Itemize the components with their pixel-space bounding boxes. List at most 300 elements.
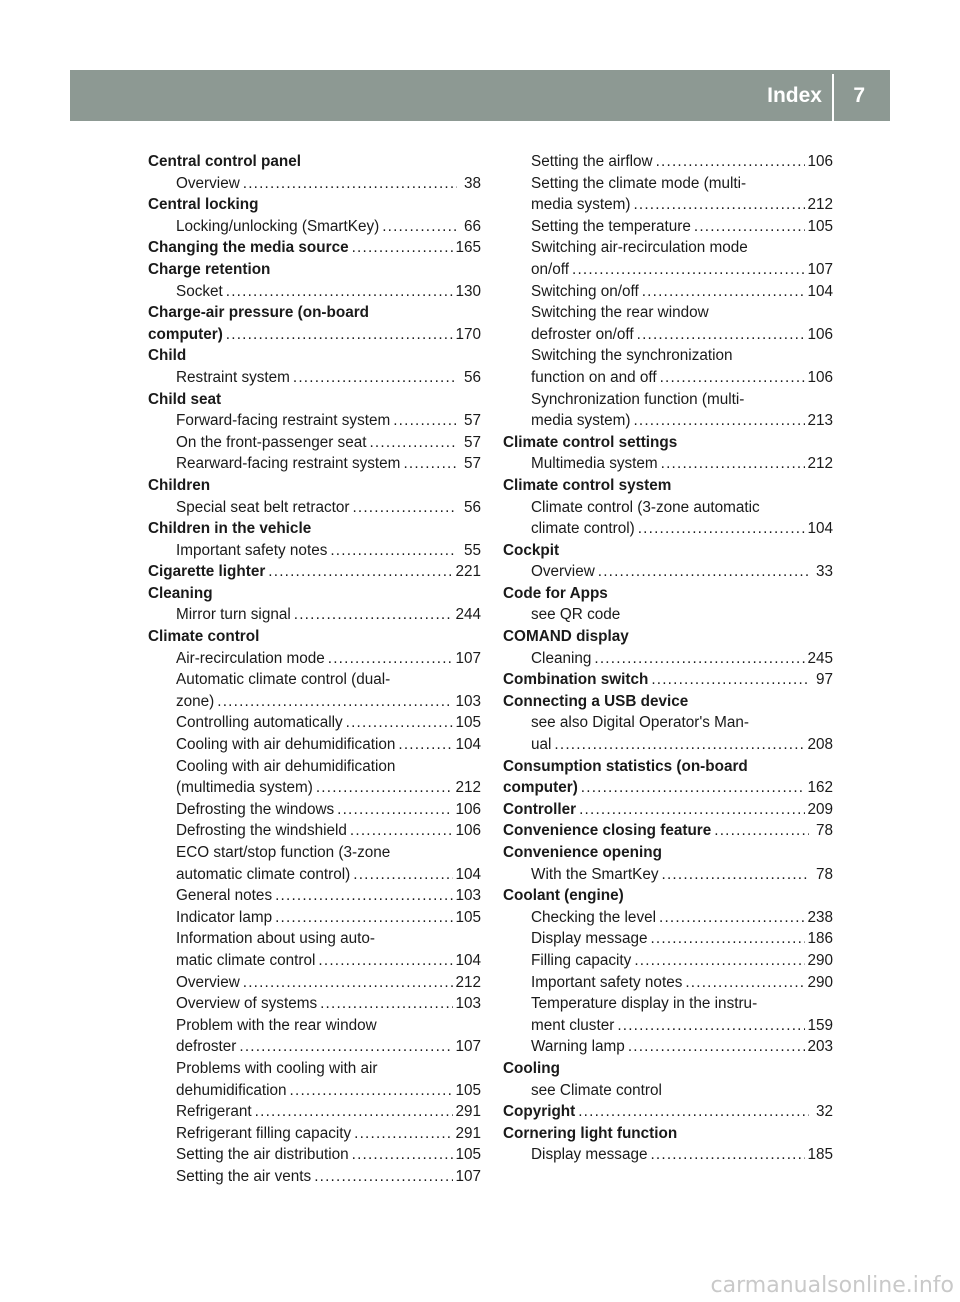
index-entry bbox=[503, 540, 833, 583]
index-heading-text: Child bbox=[148, 347, 187, 365]
index-subentry-line bbox=[148, 669, 481, 691]
index-subentry-line bbox=[503, 497, 833, 519]
dot-leader bbox=[226, 324, 454, 346]
index-subentry-text: Refrigerant bbox=[176, 1103, 252, 1121]
index-subentry-text: see also Digital Operator's Man- bbox=[531, 714, 750, 732]
index-entry bbox=[503, 583, 833, 626]
index-entry bbox=[148, 259, 481, 302]
page-ref: 107 bbox=[455, 1167, 481, 1185]
index-subentry-text: Controlling automatically bbox=[176, 714, 343, 732]
index-subentry-text: (multimedia system) bbox=[176, 779, 313, 797]
index-subentry-text: Cooling with air dehumidification bbox=[176, 757, 396, 775]
index-subentry-line bbox=[503, 1015, 833, 1037]
index-heading-text: Climate control system bbox=[503, 476, 672, 494]
page-ref: 104 bbox=[455, 951, 481, 969]
dot-leader bbox=[290, 1080, 454, 1102]
index-entry bbox=[148, 237, 481, 259]
index-heading-text: Convenience opening bbox=[503, 844, 662, 861]
index-heading-text: Charge retention bbox=[148, 260, 271, 278]
index-subentry-line bbox=[148, 777, 481, 799]
index-subentry-text: Automatic climate control (dual- bbox=[176, 671, 391, 689]
page-ref: 212 bbox=[807, 455, 833, 473]
index-subentry-line bbox=[148, 1015, 481, 1037]
page-ref: 97 bbox=[815, 671, 833, 689]
page-ref: 103 bbox=[455, 692, 481, 710]
index-subentry-line bbox=[148, 1101, 481, 1123]
index-subentry-text: Switching the synchronization bbox=[531, 347, 733, 365]
page-ref: 56 bbox=[463, 498, 481, 516]
index-subentry-line bbox=[148, 691, 481, 713]
dot-leader bbox=[642, 281, 806, 303]
dot-leader bbox=[650, 928, 805, 950]
index-subentry-line bbox=[148, 281, 481, 303]
index-subentry-line bbox=[148, 907, 481, 929]
index-entry bbox=[503, 669, 833, 691]
index-heading-line bbox=[148, 561, 481, 583]
page-ref: 106 bbox=[455, 800, 481, 818]
index-heading-line bbox=[148, 194, 481, 216]
index-subentry-text: Overview bbox=[531, 563, 595, 581]
index-subentry-text: media system) bbox=[531, 412, 631, 430]
dot-leader bbox=[330, 540, 457, 562]
index-subentry-text: Refrigerant filling capacity bbox=[176, 1124, 352, 1142]
index-subentry-line bbox=[503, 324, 833, 346]
index-subentry-text: Cleaning bbox=[531, 649, 592, 667]
page-ref: 105 bbox=[455, 714, 481, 732]
page-ref: 291 bbox=[455, 1103, 481, 1121]
dot-leader bbox=[661, 453, 806, 475]
index-subentry-text: On the front-passenger seat bbox=[176, 433, 367, 451]
index-subentry-line bbox=[148, 993, 481, 1015]
dot-leader bbox=[651, 669, 809, 691]
index-heading-line bbox=[503, 777, 833, 799]
page-ref: 104 bbox=[455, 865, 481, 883]
index-subentry-line bbox=[503, 864, 833, 886]
index-subentry-line bbox=[503, 648, 833, 670]
index-subentry-line bbox=[503, 281, 833, 303]
index-heading-line bbox=[503, 885, 833, 907]
page-ref: 32 bbox=[815, 1103, 833, 1121]
index-subentry-line bbox=[148, 756, 481, 778]
index-subentry-line bbox=[148, 885, 481, 907]
index-heading-line bbox=[503, 799, 833, 821]
index-subentry-text: Climate control (3-zone automatic bbox=[531, 498, 760, 516]
index-subentry-line bbox=[503, 216, 833, 238]
index-heading-text: Cornering light function bbox=[503, 1124, 678, 1142]
index-subentry-text: Checking the level bbox=[531, 908, 656, 926]
dot-leader bbox=[659, 907, 805, 929]
dot-leader bbox=[572, 259, 805, 281]
dot-leader bbox=[633, 410, 805, 432]
index-entry bbox=[503, 885, 833, 1058]
index-heading-text: Consumption statistics (on-board bbox=[503, 757, 748, 775]
index-heading-line bbox=[148, 389, 481, 411]
dot-leader bbox=[633, 194, 805, 216]
index-heading-text: Code for Apps bbox=[503, 584, 608, 602]
page-ref: 106 bbox=[455, 822, 481, 840]
dot-leader bbox=[316, 777, 454, 799]
index-subentry-line bbox=[503, 194, 833, 216]
index-entry bbox=[148, 518, 481, 561]
page-ref: 162 bbox=[807, 779, 833, 797]
page-ref: 203 bbox=[807, 1038, 833, 1056]
index-entry bbox=[148, 475, 481, 518]
index-subentry-line bbox=[148, 173, 481, 195]
index-entry bbox=[148, 583, 481, 626]
dot-leader bbox=[634, 950, 805, 972]
index-subentry-text: Cooling with air dehumidification bbox=[176, 736, 396, 754]
index-subentry-text: media system) bbox=[531, 196, 631, 214]
dot-leader bbox=[638, 518, 806, 540]
index-heading-text: Central control panel bbox=[148, 153, 301, 170]
dot-leader bbox=[403, 453, 457, 475]
page-ref: 290 bbox=[807, 951, 833, 969]
index-subentry-line bbox=[148, 1080, 481, 1102]
page-ref: 106 bbox=[807, 368, 833, 386]
index-subentry-text: see QR code bbox=[531, 606, 621, 624]
index-subentry-text: Temperature display in the instru- bbox=[531, 995, 758, 1013]
index-entry bbox=[148, 194, 481, 237]
index-subentry-line bbox=[148, 453, 481, 475]
page-ref: 209 bbox=[807, 800, 833, 818]
page-ref: 291 bbox=[455, 1124, 481, 1142]
index-heading-line bbox=[503, 820, 833, 842]
index-subentry-text: With the SmartKey bbox=[531, 865, 659, 883]
index-subentry-line bbox=[503, 928, 833, 950]
index-subentry-line bbox=[148, 950, 481, 972]
index-subentry-text: Problems with cooling with air bbox=[176, 1059, 378, 1077]
index-heading-line bbox=[148, 302, 481, 324]
index-subentry-line bbox=[503, 367, 833, 389]
page-ref: 244 bbox=[455, 606, 481, 624]
page-ref: 104 bbox=[807, 520, 833, 538]
dot-leader bbox=[660, 367, 806, 389]
index-subentry-text: Forward-facing restraint system bbox=[176, 412, 391, 430]
index-entry bbox=[503, 842, 833, 885]
index-heading-line bbox=[148, 324, 481, 346]
index-subentry-text: Warning lamp bbox=[531, 1038, 625, 1056]
index-heading-line bbox=[503, 842, 833, 864]
index-subentry-line bbox=[148, 1144, 481, 1166]
dot-leader bbox=[318, 950, 453, 972]
index-heading-line bbox=[148, 518, 481, 540]
page-ref: 57 bbox=[463, 455, 481, 473]
index-subentry-text: automatic climate control) bbox=[176, 865, 351, 883]
dot-leader bbox=[239, 1036, 453, 1058]
index-heading-text: computer) bbox=[503, 779, 578, 797]
index-heading-text: Convenience closing feature bbox=[503, 822, 712, 840]
dot-leader bbox=[352, 497, 457, 519]
dot-leader bbox=[352, 237, 454, 259]
index-entry bbox=[503, 1058, 833, 1101]
index-entry bbox=[503, 475, 833, 540]
index-subentry-line bbox=[148, 216, 481, 238]
index-subentry-line bbox=[503, 604, 833, 626]
index-heading-text: Child seat bbox=[148, 390, 222, 408]
dot-leader bbox=[320, 993, 453, 1015]
index-heading-line bbox=[503, 1058, 833, 1080]
index-heading-text: Connecting a USB device bbox=[503, 692, 689, 710]
index-entry bbox=[148, 626, 481, 1187]
index-subentry-text: Display message bbox=[531, 930, 648, 948]
index-subentry-line bbox=[503, 453, 833, 475]
dot-leader bbox=[350, 820, 454, 842]
dot-leader bbox=[628, 1036, 806, 1058]
index-entry bbox=[503, 1123, 833, 1166]
index-subentry-line bbox=[503, 561, 833, 583]
index-heading-text: Central locking bbox=[148, 196, 259, 214]
dot-leader bbox=[369, 432, 457, 454]
index-subentry-line bbox=[148, 820, 481, 842]
page-ref: 238 bbox=[807, 908, 833, 926]
index-heading-text: Cleaning bbox=[148, 584, 213, 602]
page-ref: 38 bbox=[463, 174, 481, 192]
page-ref: 208 bbox=[807, 736, 833, 754]
index-subentry-text: General notes bbox=[176, 887, 273, 905]
index-entry bbox=[503, 432, 833, 475]
index-subentry-line bbox=[503, 734, 833, 756]
dot-leader bbox=[275, 885, 453, 907]
index-subentry-text: Important safety notes bbox=[176, 541, 328, 559]
dot-leader bbox=[337, 799, 453, 821]
index-heading-text: Changing the media source bbox=[148, 239, 349, 257]
index-subentry-text: Restraint system bbox=[176, 368, 290, 386]
index-subentry-text: ual bbox=[531, 736, 552, 754]
index-subentry-line bbox=[503, 1080, 833, 1102]
index-column-left bbox=[148, 151, 481, 1188]
page-ref: 159 bbox=[807, 1016, 833, 1034]
dot-leader bbox=[382, 216, 457, 238]
index-subentry-line bbox=[503, 302, 833, 324]
index-subentry-text: Mirror turn signal bbox=[176, 606, 291, 624]
watermark: carmanualsonline.info bbox=[710, 1273, 954, 1298]
dot-leader bbox=[581, 777, 806, 799]
index-heading-line bbox=[148, 237, 481, 259]
index-heading-text: Charge-air pressure (on-board bbox=[148, 304, 369, 322]
index-subentry-text: function on and off bbox=[531, 368, 657, 386]
index-heading-text: Children bbox=[148, 476, 211, 494]
index-subentry-text: Overview bbox=[176, 174, 240, 192]
page-ref: 105 bbox=[455, 1081, 481, 1099]
dot-leader bbox=[353, 864, 453, 886]
index-subentry-line bbox=[148, 604, 481, 626]
index-entry bbox=[148, 345, 481, 388]
page-ref: 245 bbox=[807, 649, 833, 667]
index-subentry-text: climate control) bbox=[531, 520, 635, 538]
dot-leader bbox=[243, 972, 454, 994]
index-heading-line bbox=[503, 540, 833, 562]
index-subentry-text: Information about using auto- bbox=[176, 930, 375, 948]
index-subentry-line bbox=[503, 237, 833, 259]
page-ref: 57 bbox=[463, 412, 481, 430]
dot-leader bbox=[554, 734, 805, 756]
index-subentry-text: Rearward-facing restraint system bbox=[176, 455, 401, 473]
index-subentry-line bbox=[503, 950, 833, 972]
index-subentry-text: Problem with the rear window bbox=[176, 1016, 377, 1034]
index-entry bbox=[148, 389, 481, 475]
index-heading-line bbox=[503, 756, 833, 778]
page-ref: 107 bbox=[807, 260, 833, 278]
dot-leader bbox=[226, 281, 454, 303]
index-entry bbox=[503, 756, 833, 799]
index-subentry-line bbox=[148, 410, 481, 432]
dot-leader bbox=[662, 864, 809, 886]
index-heading-line bbox=[148, 259, 481, 281]
page-ref: 103 bbox=[455, 995, 481, 1013]
index-heading-line bbox=[148, 626, 481, 648]
dot-leader bbox=[275, 907, 453, 929]
dot-leader bbox=[217, 691, 453, 713]
page-ref: 104 bbox=[455, 736, 481, 754]
index-entry bbox=[503, 151, 833, 432]
index-heading-text: Combination switch bbox=[503, 671, 649, 689]
index-subentry-line bbox=[148, 799, 481, 821]
index-subentry-line bbox=[148, 497, 481, 519]
index-subentry-line bbox=[503, 410, 833, 432]
index-subentry-line bbox=[148, 1123, 481, 1145]
dot-leader bbox=[694, 216, 806, 238]
index-subentry-line bbox=[503, 1144, 833, 1166]
page-ref: 33 bbox=[815, 563, 833, 581]
page-ref: 106 bbox=[807, 325, 833, 343]
dot-leader bbox=[398, 734, 453, 756]
index-subentry-text: Setting the temperature bbox=[531, 217, 691, 235]
page-ref: 185 bbox=[807, 1146, 833, 1164]
index-subentry-text: Switching air-recirculation mode bbox=[531, 239, 748, 257]
dot-leader bbox=[650, 1144, 805, 1166]
index-subentry-line bbox=[148, 928, 481, 950]
index-heading-text: COMAND display bbox=[503, 628, 629, 646]
index-subentry-text: on/off bbox=[531, 260, 569, 278]
index-subentry-text: Multimedia system bbox=[531, 455, 658, 473]
index-subentry-text: matic climate control bbox=[176, 951, 316, 969]
page-ref: 78 bbox=[815, 822, 833, 840]
index-subentry-line bbox=[148, 648, 481, 670]
index-subentry-line bbox=[148, 1166, 481, 1188]
index-subentry-text: Defrosting the windshield bbox=[176, 822, 347, 840]
page-ref: 57 bbox=[463, 433, 481, 451]
index-heading-line bbox=[148, 583, 481, 605]
index-subentry-line bbox=[148, 842, 481, 864]
dot-leader bbox=[268, 561, 453, 583]
index-subentry-line bbox=[148, 734, 481, 756]
dot-leader bbox=[243, 173, 457, 195]
index-heading-line bbox=[503, 1101, 833, 1123]
index-subentry-line bbox=[503, 259, 833, 281]
index-subentry-line bbox=[148, 972, 481, 994]
index-heading-line bbox=[503, 475, 833, 497]
index-subentry-line bbox=[503, 712, 833, 734]
index-subentry-text: Air-recirculation mode bbox=[176, 649, 325, 667]
index-subentry-text: dehumidification bbox=[176, 1081, 287, 1099]
index-heading-text: Climate control bbox=[148, 628, 260, 646]
index-subentry-line bbox=[148, 367, 481, 389]
page-ref: 106 bbox=[807, 153, 833, 170]
dot-leader bbox=[578, 1101, 809, 1123]
dot-leader bbox=[579, 799, 805, 821]
index-subentry-text: Filling capacity bbox=[531, 951, 632, 969]
dot-leader bbox=[637, 324, 806, 346]
index-subentry-text: Display message bbox=[531, 1146, 648, 1164]
index-subentry-text: Synchronization function (multi- bbox=[531, 390, 745, 408]
dot-leader bbox=[255, 1101, 454, 1123]
index-subentry-text: Switching on/off bbox=[531, 282, 639, 300]
index-subentry-line bbox=[503, 907, 833, 929]
index-subentry-line bbox=[503, 173, 833, 195]
page-ref: 105 bbox=[455, 908, 481, 926]
index-entry bbox=[503, 799, 833, 821]
index-subentry-line bbox=[503, 345, 833, 367]
page-ref: 105 bbox=[807, 217, 833, 235]
index-entry bbox=[148, 561, 481, 583]
page-ref: 103 bbox=[455, 887, 481, 905]
index-subentry-text: Setting the climate mode (multi- bbox=[531, 174, 747, 192]
index-heading-line bbox=[503, 626, 833, 648]
page-ref: 213 bbox=[807, 412, 833, 430]
index-heading-text: Copyright bbox=[503, 1103, 576, 1121]
page-ref: 104 bbox=[807, 282, 833, 300]
dot-leader bbox=[314, 1166, 453, 1188]
index-subentry-line bbox=[148, 540, 481, 562]
index-entry bbox=[148, 151, 481, 194]
page-ref: 221 bbox=[455, 563, 481, 581]
index-subentry-text: Switching the rear window bbox=[531, 304, 709, 322]
index-subentry-line bbox=[148, 864, 481, 886]
section-title: Index bbox=[767, 84, 822, 107]
page-ref: 212 bbox=[807, 196, 833, 214]
index-entry bbox=[148, 302, 481, 345]
index-subentry-text: defroster bbox=[176, 1038, 237, 1056]
page-ref: 186 bbox=[807, 930, 833, 948]
index-subentry-line bbox=[503, 993, 833, 1015]
index-subentry-line bbox=[503, 972, 833, 994]
index-subentry-text: Setting the airflow bbox=[531, 153, 653, 170]
page-ref: 56 bbox=[463, 368, 481, 386]
page-ref: 107 bbox=[455, 649, 481, 667]
index-entry bbox=[503, 1101, 833, 1123]
dot-leader bbox=[294, 604, 454, 626]
index-column-right bbox=[503, 151, 833, 1166]
dot-leader bbox=[594, 648, 805, 670]
index-entry bbox=[503, 626, 833, 669]
index-heading-line bbox=[148, 345, 481, 367]
page-ref: 212 bbox=[455, 779, 481, 797]
index-heading-line bbox=[503, 1123, 833, 1145]
index-subentry-line bbox=[503, 518, 833, 540]
index-subentry-line bbox=[503, 389, 833, 411]
index-subentry-text: zone) bbox=[176, 692, 215, 710]
dot-leader bbox=[293, 367, 457, 389]
index-heading-text: Children in the vehicle bbox=[148, 520, 312, 538]
index-subentry-text: Locking/unlocking (SmartKey) bbox=[176, 217, 380, 235]
index-heading-line bbox=[503, 432, 833, 454]
dot-leader bbox=[393, 410, 457, 432]
index-subentry-text: see Climate control bbox=[531, 1081, 662, 1099]
page-ref: 66 bbox=[463, 217, 481, 235]
index-subentry-text: Socket bbox=[176, 282, 223, 300]
header-divider bbox=[832, 74, 834, 121]
index-heading-text: Controller bbox=[503, 800, 577, 818]
index-heading-line bbox=[503, 583, 833, 605]
index-heading-text: Cockpit bbox=[503, 541, 560, 559]
index-heading-text: Coolant (engine) bbox=[503, 887, 624, 905]
page-ref: 107 bbox=[455, 1038, 481, 1056]
dot-leader bbox=[346, 712, 454, 734]
index-subentry-text: ECO start/stop function (3-zone bbox=[176, 844, 391, 861]
index-subentry-text: Defrosting the windows bbox=[176, 800, 335, 818]
index-entry bbox=[503, 691, 833, 756]
index-subentry-line bbox=[503, 1036, 833, 1058]
